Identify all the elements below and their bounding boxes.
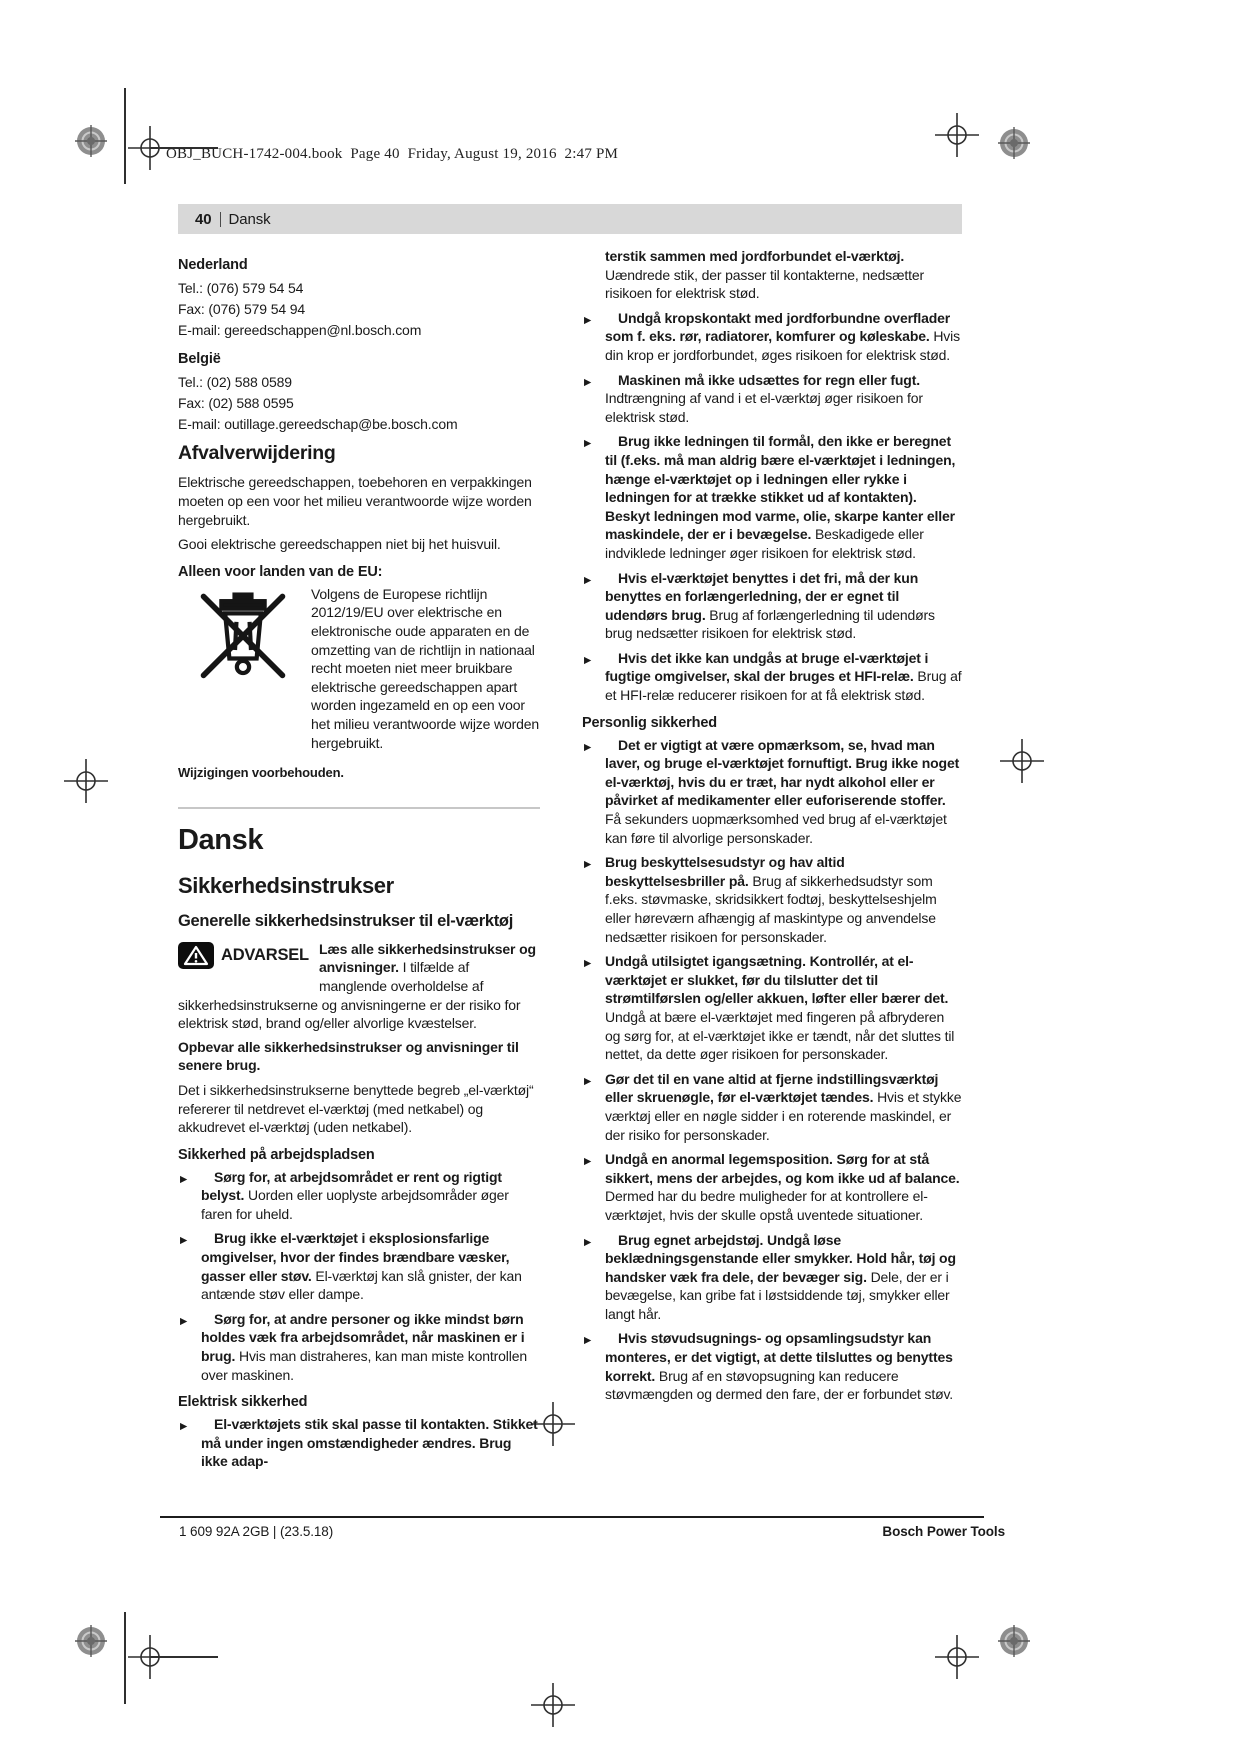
section-heading: Dansk bbox=[178, 824, 264, 857]
body-text: Beskadigede eller indviklede ledninger øger risikoen for elektrisk stød. bbox=[605, 526, 924, 561]
section-heading: Sikkerhedsinstrukser bbox=[178, 872, 394, 898]
bullet-item bbox=[582, 736, 962, 848]
bullet-marker-icon: ▶ bbox=[180, 1421, 188, 1433]
body-text: Tel.: (02) 588 0589 bbox=[178, 374, 292, 390]
bullet-marker-icon: ▶ bbox=[584, 859, 592, 871]
bullet-item bbox=[582, 1070, 962, 1144]
bullet-text bbox=[605, 650, 962, 703]
bullet-text bbox=[605, 433, 955, 561]
bullet-marker-icon: ▶ bbox=[584, 1156, 592, 1168]
section-heading: Nederland bbox=[178, 257, 248, 273]
section-heading: Afvalverwijdering bbox=[178, 442, 336, 464]
body-text: Brug af forlængerledning til udendørs brug nedsætter risikoen for elektrisk stød. bbox=[605, 606, 935, 642]
crosshair-registration-mark bbox=[128, 1635, 172, 1684]
bold-text: Undgå utilsigtet igangsætning. Kontrollér, at el-værktøjet er slukket, før du tilslutter det til strømtilførslen og/eller akkuen, løfter eller bærer det. bbox=[605, 953, 949, 1007]
repro-header: OBJ_BUCH-1742-004.book Page 40 Friday, August 19, 2016 2:47 PM bbox=[166, 146, 619, 162]
bullet-item bbox=[582, 309, 962, 365]
section-heading: Alleen voor landen van de EU: bbox=[178, 563, 383, 580]
warning-paragraph bbox=[178, 940, 540, 1033]
body-text: Hvis et stykke værktøj eller en nøgle sidder i en roterende maskindel, er der risiko for personskader. bbox=[605, 1089, 962, 1143]
bullet-text bbox=[201, 1169, 509, 1222]
bold-text: Sørg for, at arbejdsområdet er rent og rigtigt belyst. bbox=[201, 1168, 502, 1204]
bold-text: Brug beskyttelsesudstyr og hav altid beskyttelsesbriller på. bbox=[605, 854, 845, 889]
header-separator bbox=[220, 212, 221, 227]
body-text: Dele, der er i bevægelse, kan gribe fat i løstsiddende tøj, smykker eller langt hår. bbox=[605, 1268, 950, 1322]
body-text: Det i sikkerhedsinstrukserne benyttede begreb „el-værktøj“ refererer til netdrevet el-værktøj (med netkabel) og akkudrevet el-værktøj (uden netkabel). bbox=[178, 1081, 534, 1136]
bullet-item bbox=[178, 1310, 540, 1384]
warning-label-text: ADVARSEL bbox=[221, 946, 309, 965]
bullet-marker-icon: ▶ bbox=[584, 654, 592, 666]
bold-text: Maskinen må ikke udsættes for regn eller fugt. bbox=[618, 371, 920, 388]
bullet-item bbox=[582, 649, 962, 705]
document-number: 1 609 92A 2GB | (23.5.18) bbox=[179, 1524, 334, 1539]
bullet-item bbox=[178, 1229, 540, 1303]
section-heading: België bbox=[178, 351, 221, 367]
bullet-marker-icon: ▶ bbox=[180, 1235, 188, 1247]
bold-text: Hvis det ikke kan undgås at bruge el-værktøjet i fugtige omgivelser, skal der bruges et HFI-relæ. bbox=[605, 649, 929, 685]
bullet-marker-icon: ▶ bbox=[584, 958, 592, 970]
body-text: Brug af en støvopsugning kan reducere støvmængden og dermed den fare, der er forbundet støv. bbox=[605, 1367, 954, 1403]
paragraph bbox=[178, 473, 540, 529]
crop-line-vertical bbox=[124, 88, 126, 184]
target-registration-mark bbox=[73, 123, 109, 164]
bullet-text bbox=[605, 372, 923, 425]
crosshair-registration-mark bbox=[935, 1635, 979, 1684]
body-text: I tilfælde af manglende overholdelse af sikkerhedsinstrukserne og anvisningerne er der risiko for elektrisk stød, brand og/eller alvorlige kvæstelser. bbox=[178, 959, 521, 1032]
body-text: E-mail: outillage.gereedschap@be.bosch.com bbox=[178, 416, 458, 432]
bullet-text bbox=[605, 1071, 961, 1143]
bullet-marker-icon: ▶ bbox=[584, 438, 592, 450]
bullet-text bbox=[605, 1330, 953, 1402]
section-divider bbox=[178, 807, 540, 809]
bullet-text bbox=[201, 1311, 527, 1383]
bold-text: Opbevar alle sikkerhedsinstrukser og anvisninger til senere brug. bbox=[178, 1038, 519, 1074]
warning-triangle-icon bbox=[178, 942, 214, 969]
bullet-item bbox=[178, 1168, 540, 1224]
body-text: Tel.: (076) 579 54 54 bbox=[178, 280, 304, 296]
crosshair-registration-mark bbox=[531, 1683, 575, 1732]
bullet-item bbox=[178, 1415, 540, 1471]
body-text: Volgens de Europese richtlijn 2012/19/EU over elektrische en elektronische oude apparaten en de omzetting van de richtlijn in nationaal recht moeten niet meer bruikbare elektrische gereedschappen apart worden ingezameld en op een voor het milieu verantwoorde wijze worden hergebruikt. bbox=[311, 585, 540, 751]
contact-lines bbox=[178, 278, 540, 341]
body-text: Indtrængning af vand i et el-værktøj øger risikoen for elektrisk stød. bbox=[605, 390, 923, 425]
left-column bbox=[178, 247, 540, 1517]
bullet-marker-icon: ▶ bbox=[584, 1236, 592, 1248]
eu-directive-block bbox=[178, 585, 540, 752]
paragraph bbox=[178, 1081, 540, 1137]
weee-crossed-bin-icon bbox=[196, 588, 290, 687]
body-text: Gooi elektrische gereedschappen niet bij het huisvuil. bbox=[178, 536, 501, 553]
bullet-item bbox=[582, 1231, 962, 1324]
body-text: Uændrede stik, der passer til kontakterne, nedsætter risikoen for elektrisk stød. bbox=[605, 266, 925, 302]
bold-text: Undgå en anormal legemsposition. Sørg for at stå sikkert, mens der arbejdes, og kom ikke ud af balance. bbox=[605, 1151, 960, 1186]
bullet-marker-icon: ▶ bbox=[584, 574, 592, 586]
bullet-item bbox=[582, 569, 962, 643]
bold-text: Det er vigtigt at være opmærksom, se, hvad man laver, og bruge el-værktøjet fornuftigt. Brug ikke noget el-værktøj, hvis du er træt, har nydt alkohol eller er påvirket af medikamenter eller euforiserende stoffer. bbox=[605, 736, 960, 809]
footer bbox=[160, 1524, 1005, 1544]
bullet-item bbox=[582, 1329, 962, 1403]
note-text: Wijzigingen voorbehouden. bbox=[178, 765, 344, 781]
body-text: Få sekunders uopmærksomhed ved brug af el-værktøjet kan føre til alvorlige personskader. bbox=[605, 811, 947, 846]
bullet-text bbox=[605, 1232, 956, 1322]
body-text: Fax: (076) 579 54 94 bbox=[178, 301, 305, 317]
bold-text: Sørg for, at andre personer og ikke mindst børn holdes væk fra arbejdsområdet, når maskinen er i brug. bbox=[201, 1310, 525, 1365]
paragraph bbox=[311, 585, 540, 752]
footer-rule bbox=[160, 1516, 984, 1518]
chapter-name: Dansk bbox=[228, 210, 271, 228]
bold-text: El-værktøjets stik skal passe til kontakten. Stikket må under ingen omstændigheder ændres. Brug ikke adap- bbox=[201, 1416, 538, 1470]
bold-text: Undgå kropskontakt med jordforbundne overflader som f. eks. rør, radiatorer, komfurer og køleskabe. bbox=[605, 309, 951, 345]
bullet-text bbox=[605, 570, 935, 642]
section-heading: Personlig sikkerhed bbox=[582, 714, 717, 731]
right-column bbox=[582, 247, 962, 1517]
bullet-item bbox=[582, 853, 962, 946]
bold-text: Læs alle sikkerhedsinstrukser og anvisninger. bbox=[318, 940, 536, 976]
body-text: Uorden eller uoplyste arbejdsområder øger faren for uheld. bbox=[201, 1187, 509, 1222]
body-text: Fax: (02) 588 0595 bbox=[178, 395, 294, 411]
page-header-bar bbox=[178, 204, 962, 234]
body-text: E-mail: gereedschappen@nl.bosch.com bbox=[178, 322, 422, 338]
bullet-marker-icon: ▶ bbox=[584, 1075, 592, 1087]
body-text: Brug af et HFI-relæ reducerer risikoen for at få elektrisk stød. bbox=[605, 668, 962, 704]
bullet-item bbox=[582, 952, 962, 1064]
bullet-marker-icon: ▶ bbox=[584, 741, 592, 753]
bullet-marker-icon: ▶ bbox=[584, 1335, 592, 1347]
crop-line-horizontal bbox=[150, 1656, 218, 1658]
target-registration-mark bbox=[996, 125, 1032, 166]
bold-text: Gør det til en vane altid at fjerne indstillingsværktøj eller skruenøgle, før el-værktøjet tændes. bbox=[605, 1070, 939, 1106]
bullet-marker-icon: ▶ bbox=[584, 314, 592, 326]
body-text: Hvis man distraheres, kan man miste kontrollen over maskinen. bbox=[201, 1348, 527, 1383]
bullet-text bbox=[605, 1151, 960, 1223]
crosshair-registration-mark bbox=[1000, 739, 1044, 788]
body-text: Undgå at bære el-værktøjet med fingeren på afbryderen og sørg for, at el-værktøjet ikke er tændt, når det sluttes til nettet, da dette øger risikoen for personskader. bbox=[605, 1008, 955, 1063]
bold-text: Hvis støvudsugnings- og opsamlingsudstyr kan monteres, er det vigtigt, at dette tilsluttes og benyttes korrekt. bbox=[605, 1330, 953, 1384]
bullet-marker-icon: ▶ bbox=[584, 376, 592, 388]
crosshair-registration-mark bbox=[64, 759, 108, 808]
bold-text: Hvis el-værktøjet benyttes i det fri, må der kun benyttes en forlængerledning, der er egnet til udendørs brug. bbox=[605, 569, 919, 623]
bold-text: Brug ikke el-værktøjet i eksplosionsfarlige omgivelser, hvor der findes brændbare væsker, gasser eller støv. bbox=[201, 1230, 510, 1284]
content-columns bbox=[178, 247, 962, 1517]
body-text: Brug af sikkerhedsudstyr som f.eks. støvmaske, skridsikkert fodtøj, beskyttelseshjelm eller høreværn afhængig af maskintype og anvendelse nedsætter risikoen for personskader. bbox=[605, 872, 937, 945]
bold-text: terstik sammen med jordforbundet el-værktøj. bbox=[605, 248, 905, 264]
bullet-item bbox=[582, 371, 962, 427]
bullet-marker-icon: ▶ bbox=[180, 1173, 188, 1185]
bullet-item bbox=[582, 432, 962, 562]
body-text: El-værktøj kan slå gnister, der kan antænde støv eller dampe. bbox=[201, 1267, 522, 1303]
bold-text: Brug ikke ledningen til formål, den ikke er beregnet til (f.eks. må man aldrig bære el-værktøjet i ledningen, hænge el-værktøjet op i ledningen eller rykke i ledningen for at trække stikket ud af kontakten). Beskyt ledningen mod varme, olie, skarpe kanter eller maskindele, der er i bevægelse. bbox=[605, 433, 956, 543]
bullet-item bbox=[582, 1150, 962, 1224]
bullet-text bbox=[605, 953, 954, 1062]
crosshair-registration-mark bbox=[935, 113, 979, 162]
bold-text: Brug egnet arbejdstøj. Undgå løse beklædningsgenstande eller smykker. Hold hår, tøj og handsker væk fra dele, der bevæger sig. bbox=[605, 1231, 956, 1285]
bullet-text bbox=[605, 737, 959, 846]
section-heading: Elektrisk sikkerhed bbox=[178, 1394, 308, 1411]
contact-lines bbox=[178, 372, 540, 435]
page-number: 40 bbox=[195, 210, 212, 228]
bullet-text bbox=[605, 854, 937, 944]
bullet-marker-icon: ▶ bbox=[180, 1315, 188, 1327]
section-heading: Generelle sikkerhedsinstrukser til el-værktøj bbox=[178, 911, 513, 930]
target-registration-mark bbox=[996, 1623, 1032, 1664]
bullet-text bbox=[201, 1230, 522, 1302]
body-text: Elektrische gereedschappen, toebehoren en verpakkingen moeten op een voor het milieu verantwoorde wijze worden hergebruikt. bbox=[178, 474, 532, 528]
body-text: Hvis din krop er jordforbundet, øges risikoen for elektrisk stød. bbox=[605, 328, 960, 363]
bullet-text bbox=[201, 1416, 538, 1469]
continued-paragraph bbox=[582, 247, 962, 303]
warning-label bbox=[178, 942, 309, 970]
section-heading: Sikkerhed på arbejdspladsen bbox=[178, 1146, 375, 1163]
paragraph bbox=[178, 535, 540, 554]
body-text: Dermed har du bedre muligheder for at kontrollere el-værktøjet, hvis der skulle opstå uventede situationer. bbox=[605, 1188, 928, 1223]
brand-name: Bosch Power Tools bbox=[882, 1524, 1005, 1539]
bullet-text bbox=[605, 310, 960, 363]
target-registration-mark bbox=[73, 1623, 109, 1664]
paragraph bbox=[178, 1038, 540, 1075]
crop-line-vertical bbox=[124, 1612, 126, 1704]
